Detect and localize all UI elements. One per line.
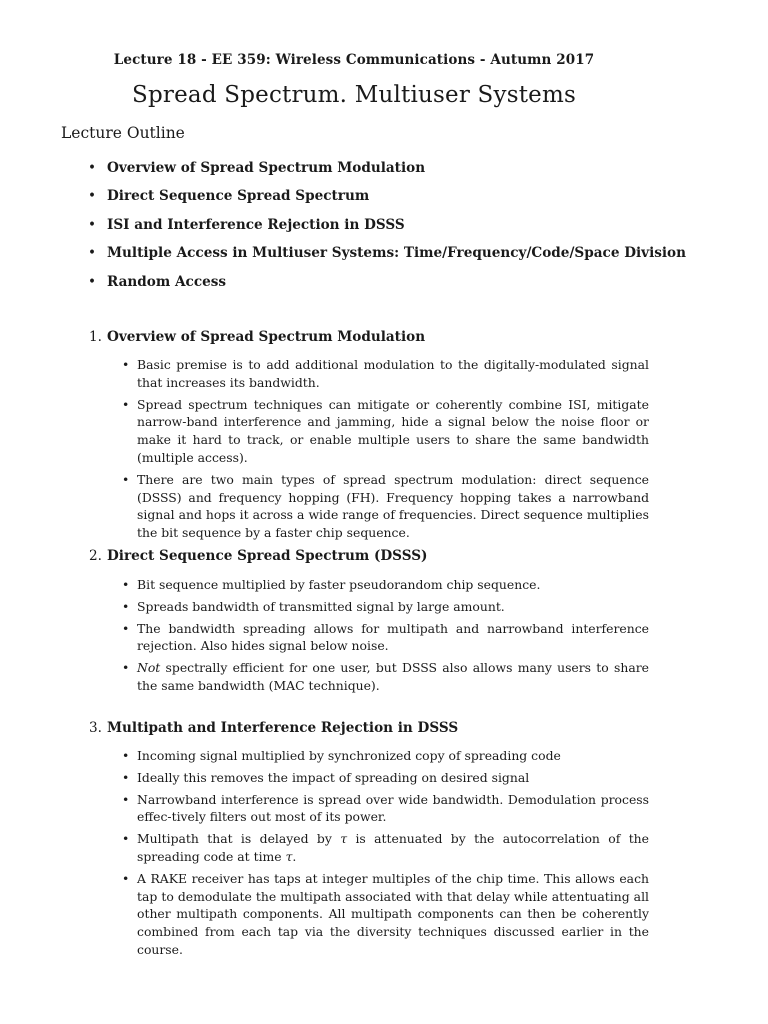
bullet-text: is attenuated by the autocorrelation of the spreading code at time [137,831,649,864]
bullet-icon: • [122,870,130,886]
bullet-text: There are two main types of spread spectrum modulation: direct sequence (DSSS) and frequency hopping (FH). Frequency hopping takes a narrowband signal and hops it across a wide range of frequencies. Direct sequence multiplies the bit sequence by a faster chip sequence. [137,471,649,541]
bullet-text: spectrally efficient for one user, but DSSS also allows many users to share the same bandwidth (MAC technique). [137,660,649,693]
bullet-icon: • [122,660,130,676]
bullet-item [122,769,649,787]
bullet-text: . [292,848,297,864]
outline-item-label: Direct Sequence Spread Spectrum [107,188,370,205]
bullet-item [122,356,649,392]
section-number: 1. [89,329,102,345]
bullet-item [122,747,649,765]
section-heading [89,327,649,347]
bullet-icon: • [122,769,130,785]
bullet-icon: • [122,791,130,807]
section-bullets [122,576,649,699]
bullet-icon: • [88,216,97,233]
bullet-text: A RAKE receiver has taps at integer multiples of the chip time. This allows each tap to demodulate the multipath associated with that delay while attentuating all other multipath components. All multipath components can then be coherently combined from each tap via the diversity techniques discussed earlier in the course. [137,870,649,957]
outline-item [88,186,686,214]
outline-item [88,215,686,243]
section-overview [89,327,649,541]
bullet-icon: • [122,577,130,592]
bullet-text: Spread spectrum techniques can mitigate or coherently combine ISI, mitigate narrow-band interference and jamming, hide a signal below the noise floor or make it hard to track, or enable multiple users to share the same bandwidth (multiple access). [137,396,649,465]
bullet-icon: • [122,748,130,763]
course-header: Lecture 18 - EE 359: Wireless Communications - Autumn 2017 [113,52,595,68]
bullet-text: Incoming signal multiplied by synchronized copy of spreading code [137,748,561,763]
bullet-text: Multipath that is delayed by [137,831,341,847]
outline-item [88,158,686,186]
section-bullets [122,747,649,963]
outline-item [88,272,686,300]
bullet-text: Narrowband interference is spread over wide bandwidth. Demodulation process effec-tively filters out most of its power. [137,791,649,825]
bullet-icon: • [122,620,130,636]
section-number: 3. [89,720,102,736]
bullet-item [122,471,649,542]
bullet-icon: • [122,598,130,614]
bullet-text: The bandwidth spreading allows for multipath and narrowband interference rejection. Also hides signal below noise. [137,620,649,654]
bullet-text: Bit sequence multiplied by faster pseudorandom chip sequence. [137,577,541,592]
outline-heading: Lecture Outline [61,124,185,142]
bullet-item [122,620,649,656]
outline-list [88,158,686,300]
bullet-icon: • [88,245,97,262]
tau-symbol: τ [340,831,348,847]
outline-item-label: ISI and Interference Rejection in DSSS [107,216,405,233]
page-title: Spread Spectrum. Multiuser Systems [132,82,576,108]
section-title: Direct Sequence Spread Spectrum (DSSS) [107,548,428,564]
section-heading [89,546,649,566]
section-number: 2. [89,548,102,564]
bullet-text: Basic premise is to add additional modulation to the digitally-modulated signal that increases its bandwidth. [137,357,649,390]
emphasis-text: Not [137,660,161,676]
bullet-item [122,830,649,866]
tau-symbol: τ [285,848,293,864]
section-title: Overview of Spread Spectrum Modulation [107,329,426,345]
bullet-item [122,396,649,467]
bullet-item [122,870,649,959]
bullet-text: Spreads bandwidth of transmitted signal by large amount. [137,598,505,614]
outline-item [88,243,686,271]
bullet-icon: • [88,273,97,290]
bullet-item [122,576,649,594]
bullet-icon: • [122,471,130,487]
bullet-item [122,659,649,695]
section-heading [89,718,649,738]
bullet-icon: • [122,831,130,847]
section-dsss [89,546,649,693]
section-title: Multipath and Interference Rejection in DSSS [107,720,459,736]
section-bullets [122,356,649,546]
bullet-item [122,598,649,616]
bullet-icon: • [88,160,97,176]
bullet-item [122,791,649,827]
section-multipath [89,718,649,957]
bullet-icon: • [122,396,130,412]
outline-item-label: Multiple Access in Multiuser Systems: Time/Frequency/Code/Space Division [107,245,686,262]
outline-item-label: Overview of Spread Spectrum Modulation [107,160,426,176]
outline-item-label: Random Access [107,273,227,290]
bullet-icon: • [122,357,130,372]
bullet-text: Ideally this removes the impact of spreading on desired signal [137,769,530,785]
bullet-icon: • [88,188,97,205]
